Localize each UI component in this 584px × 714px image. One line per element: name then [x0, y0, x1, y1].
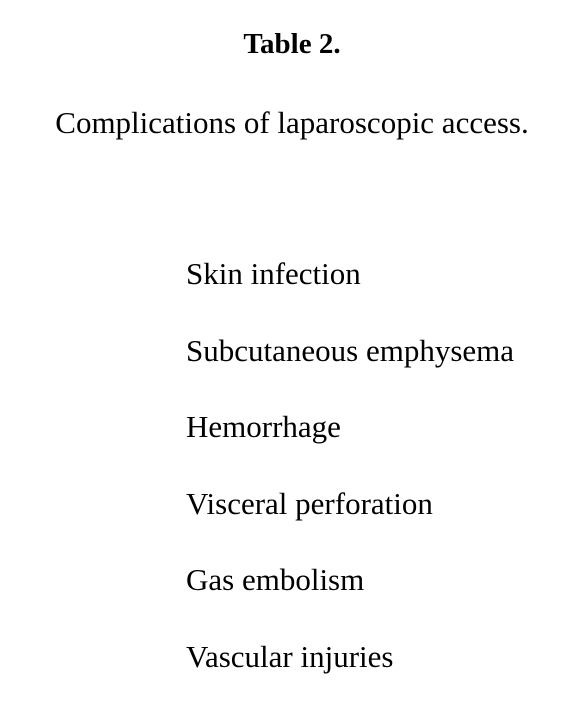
- list-item: Visceral perforation: [186, 485, 433, 521]
- list-item: Vascular injuries: [186, 638, 394, 674]
- list-item: Hemorrhage: [186, 409, 341, 444]
- list-item: Gas embolism: [186, 562, 365, 597]
- list-item: Subcutaneous emphysema: [186, 332, 515, 368]
- complication-list: [186, 255, 514, 714]
- table-caption: Complications of laparoscopic access.: [55, 105, 529, 140]
- table-label: Table 2.: [243, 28, 341, 60]
- list-item: Skin infection: [186, 256, 361, 291]
